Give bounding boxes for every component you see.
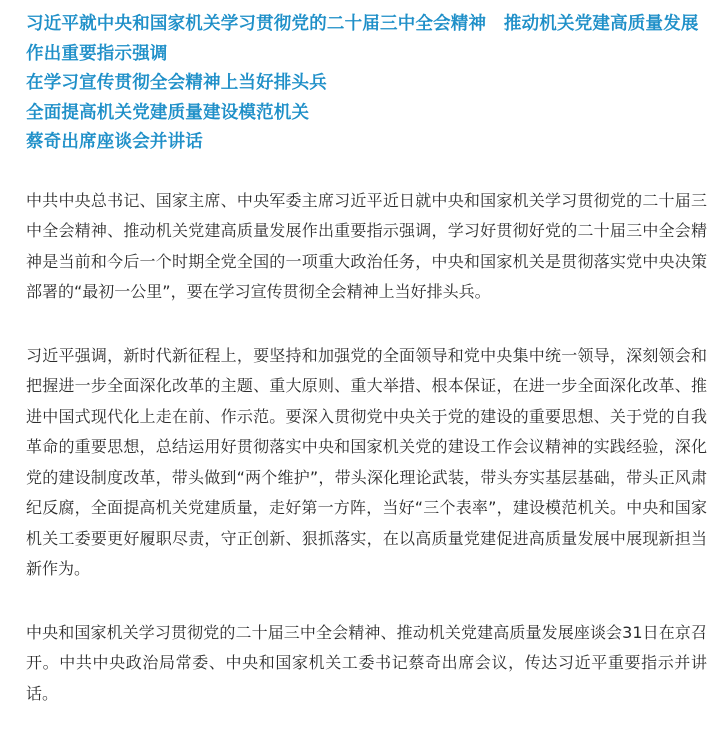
paragraph-1: 中共中央总书记、国家主席、中央军委主席习近平近日就中央和国家机关学习贯彻党的二十届三中全会精神、推动机关党建高质量发展作出重要指示强调，学习好贯彻好党的二十届三中全会精神是当前和今后一个时期全党全国的一项重大政治任务，中央和国家机关是贯彻落实党中央决策部署的“最初一公里”，要在学习宣传贯彻全会精神上当好排头兵。	[26, 190, 707, 301]
paragraph-3: 中央和国家机关学习贯彻党的二十届三中全会精神、推动机关党建高质量发展座谈会31日在京召开。中共中央政治局常委、中央和国家机关工委书记蔡奇出席会议，传达习近平重要指示并讲话。	[26, 622, 707, 703]
article-body	[26, 186, 707, 710]
headline-sub-1: 在学习宣传贯彻全会精神上当好排头兵	[26, 73, 327, 93]
headline-sub-2: 全面提高机关党建质量建设模范机关	[26, 102, 310, 123]
headline-sub-3: 蔡奇出席座谈会并讲话	[26, 132, 203, 152]
headline-block	[26, 10, 707, 158]
paragraph-2: 习近平强调，新时代新征程上，要坚持和加强党的全面领导和党中央集中统一领导，深刻领会和把握进一步全面深化改革的主题、重大原则、重大举措、根本保证，在进一步全面深化改革、推进中国式现代化上走在前、作示范。要深入贯彻党中央关于党的建设的重要思想、关于党的自我革命的重要思想，总结运用好贯彻落实中央和国家机关党的建设工作会议精神的实践经验，深化党的建设制度改革，带头做到“两个维护”，带头深化理论武装，带头夯实基层基础，带头正风肃纪反腐，全面提高机关党建质量，走好第一方阵，当好“三个表率”，建设模范机关。中央和国家机关工委要更好履职尽责，守正创新、狠抓落实，在以高质量党建促进高质量发展中展现新担当新作为。	[26, 345, 707, 578]
headline-main: 习近平就中央和国家机关学习贯彻党的二十届三中全会精神 推动机关党建高质量发展作出重要指示强调	[26, 14, 699, 64]
